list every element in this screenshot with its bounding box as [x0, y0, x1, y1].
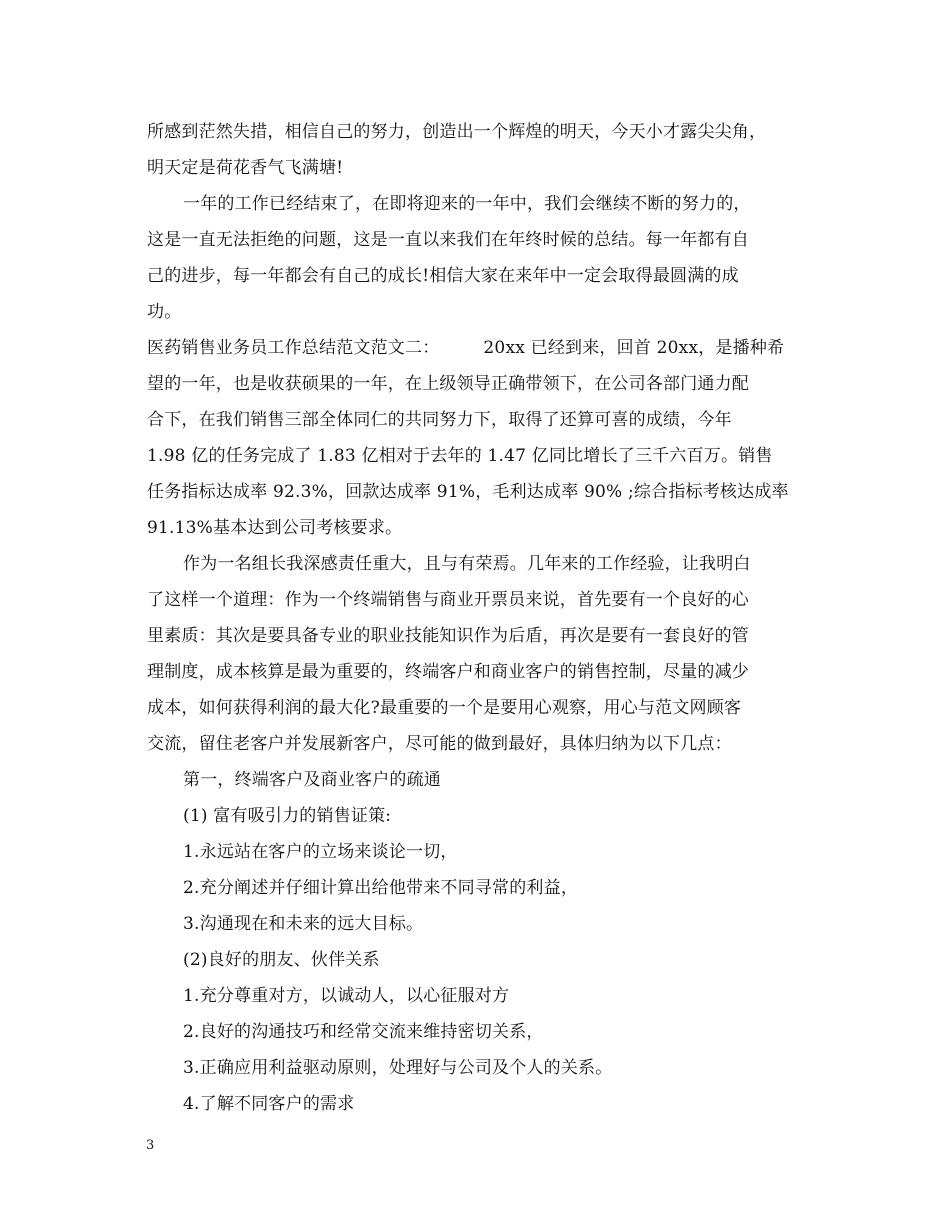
page-number: 3: [146, 1138, 155, 1153]
list-subheading: (2)良好的朋友、伙伴关系: [183, 950, 380, 970]
list-item: 4.了解不同客户的需求: [183, 1094, 355, 1114]
text-line: 里素质：其次是要具备专业的职业技能知识作为后盾，再次是要有一套良好的管: [147, 626, 749, 646]
text-line: 91.13%基本达到公司考核要求。: [147, 518, 403, 538]
text-line: 作为一名组长我深感责任重大，且与有荣焉。几年来的工作经验，让我明白: [183, 554, 751, 574]
text-line: 所感到茫然失措，相信自己的努力，创造出一个辉煌的明天，今天小才露尖尖角，: [147, 122, 767, 142]
text-line: 明天定是荷花香气飞满塘!: [147, 158, 344, 178]
section-heading-line: [147, 338, 784, 358]
section-heading: 医药销售业务员工作总结范文范文二：: [147, 338, 440, 358]
list-heading: 第一，终端客户及商业客户的疏通: [183, 770, 441, 790]
text-line: 一年的工作已经结束了，在即将迎来的一年中，我们会继续不断的努力的，: [183, 194, 751, 214]
list-item: 2.良好的沟通技巧和经常交流来维持密切关系，: [183, 1022, 544, 1042]
text-line: 己的进步，每一年都会有自己的成长!相信大家在来年中一定会取得最圆满的成: [147, 266, 739, 286]
text-line: 功。: [147, 302, 182, 322]
list-item: 1.充分尊重对方，以诚动人，以心征服对方: [183, 986, 510, 1006]
list-item: 3.正确应用利益驱动原则，处理好与公司及个人的关系。: [183, 1058, 613, 1078]
text-line: 理制度，成本核算是最为重要的，终端客户和商业客户的销售控制，尽量的减少: [147, 662, 749, 682]
text-line: 合下，在我们销售三部全体同仁的共同努力下，取得了还算可喜的成绩，今年: [147, 410, 732, 430]
list-subheading: (1) 富有吸引力的销售证策:: [183, 806, 392, 826]
text-line: 望的一年，也是收获硕果的一年，在上级领导正确带领下，在公司各部门通力配: [147, 374, 749, 394]
text-segment: 20xx 已经到来，回首 20xx，是播种希: [483, 338, 785, 358]
text-line: 1.98 亿的任务完成了 1.83 亿相对于去年的 1.47 亿同比增长了三千六百万。销售: [147, 446, 773, 466]
text-line: 成本，如何获得利润的最大化?最重要的一个是要用心观察，用心与范文网顾客: [147, 698, 742, 718]
text-line: 了这样一个道理：作为一个终端销售与商业开票员来说，首先要有一个良好的心: [147, 590, 749, 610]
text-line: 任务指标达成率 92.3%，回款达成率 91%，毛利达成率 90% ;综合指标考核达成率: [147, 482, 789, 502]
list-item: 2.充分阐述并仔细计算出给他带来不同寻常的利益，: [183, 878, 579, 898]
text-line: 交流，留住老客户并发展新客户，尽可能的做到最好，具体归纳为以下几点：: [147, 734, 732, 754]
text-line: 这是一直无法拒绝的问题，这是一直以来我们在年终时候的总结。每一年都有自: [147, 230, 749, 250]
list-item: 1.永远站在客户的立场来谈论一切，: [183, 842, 458, 862]
list-item: 3.沟通现在和未来的远大目标。: [183, 914, 424, 934]
